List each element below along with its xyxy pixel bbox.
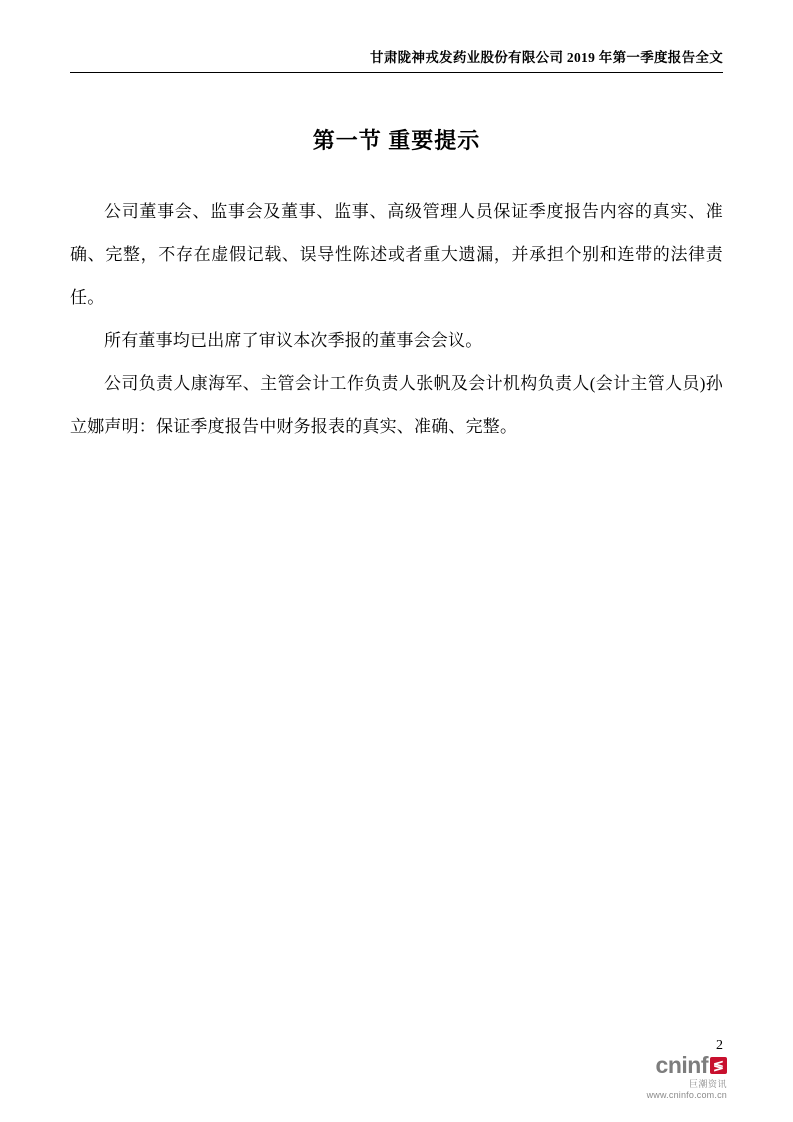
page-number: 2	[716, 1038, 723, 1053]
paragraph-1: 公司董事会、监事会及董事、监事、高级管理人员保证季度报告内容的真实、准确、完整，不存在虚假记载、误导性陈述或者重大遗漏，并承担个别和连带的法律责任。	[70, 202, 723, 307]
paragraph-2: 所有董事均已出席了审议本次季报的董事会会议。	[104, 331, 483, 350]
header-running-title: 甘肃陇神戎发药业股份有限公司 2019 年第一季度报告全文	[370, 50, 723, 65]
logo-wordmark: cninf	[655, 1052, 708, 1078]
logo-url: www.cninfo.com.cn	[646, 1090, 727, 1100]
paragraph-3: 公司负责人康海军、主管会计工作负责人张帆及会计机构负责人(会计主管人员)孙立娜声明：保证季度报告中财务报表的真实、准确、完整。	[70, 374, 723, 436]
header-divider	[70, 72, 723, 73]
footer-logo	[647, 1054, 727, 1100]
logo-subtitle: 巨潮资讯	[688, 1079, 727, 1089]
page-header	[70, 48, 723, 73]
logo-mark-icon: ≶	[710, 1057, 727, 1074]
page-title: 第一节 重要提示	[312, 128, 481, 153]
document-body	[70, 190, 723, 448]
